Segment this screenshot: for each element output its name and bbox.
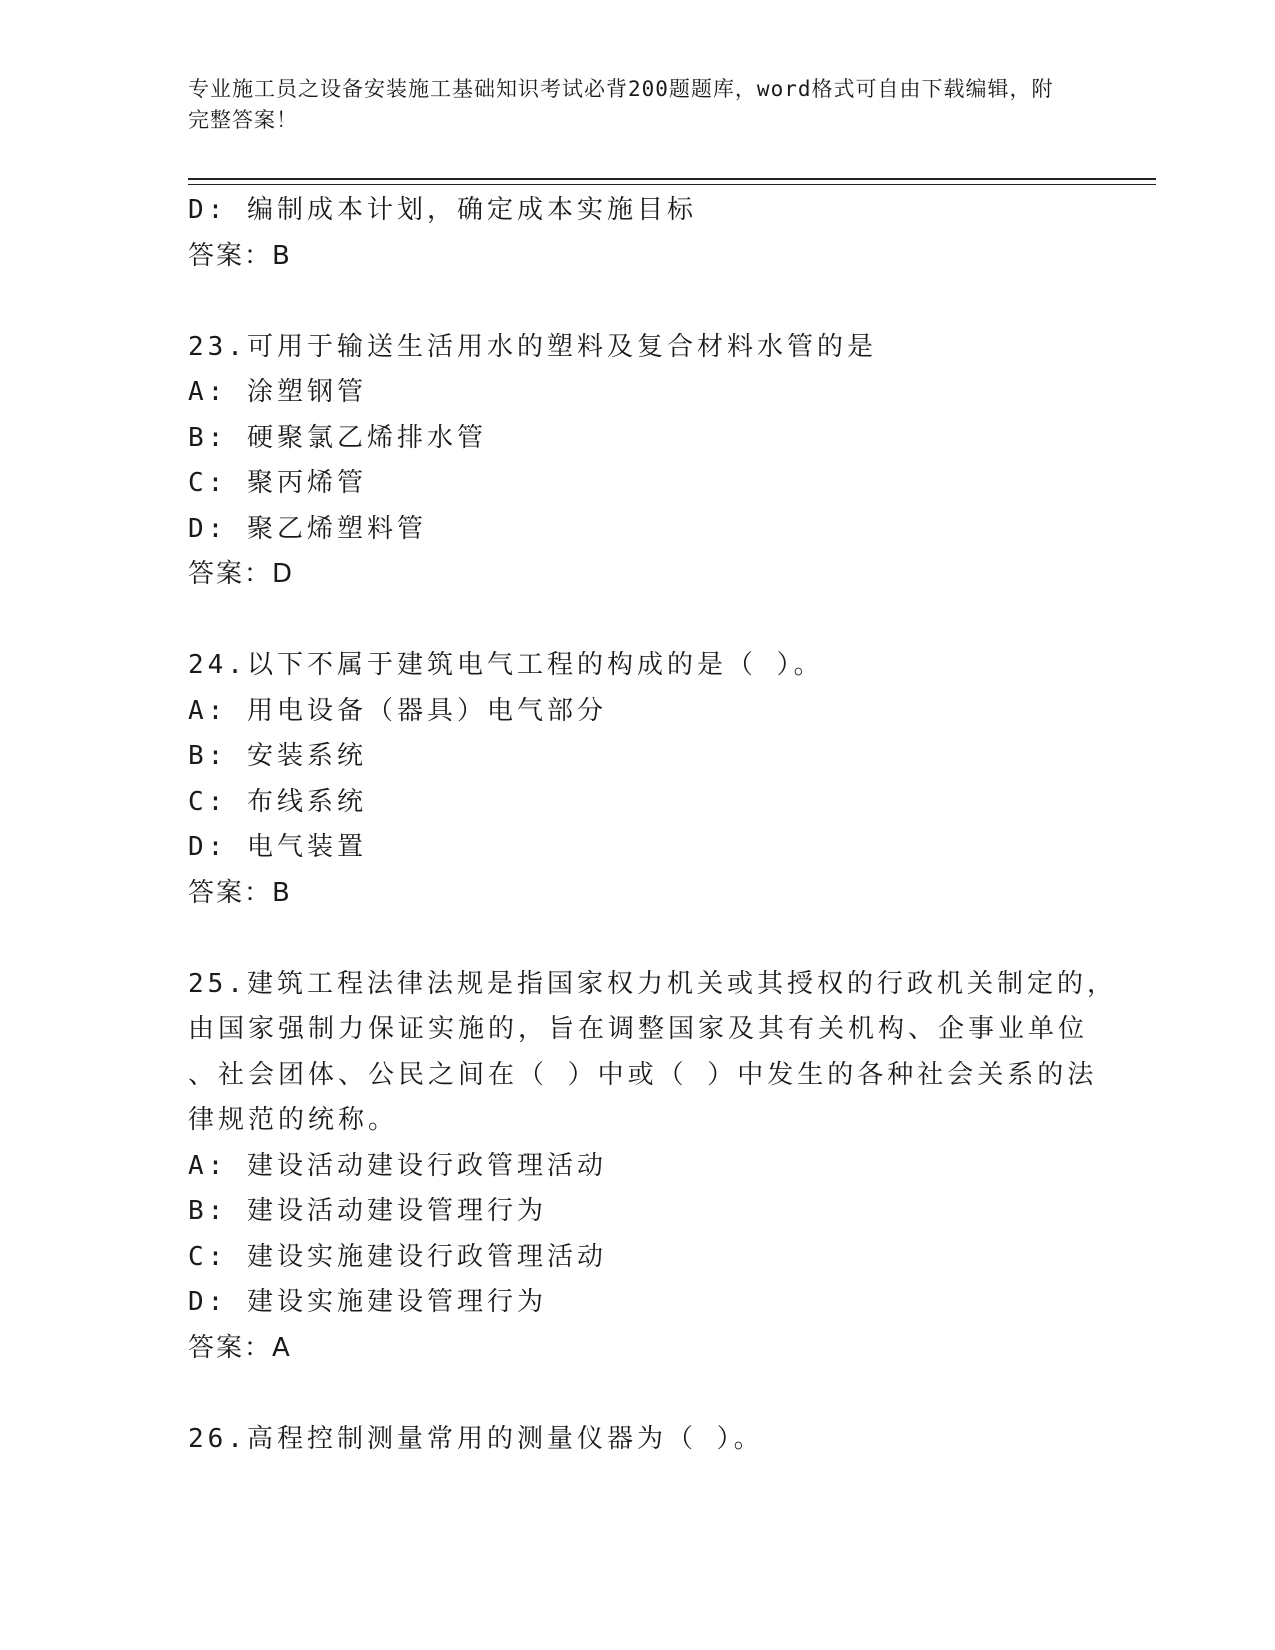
question-26-stem: 26.高程控制测量常用的测量仪器为（ ）。 xyxy=(188,1423,764,1454)
spacer xyxy=(188,279,1088,325)
question-25-option-a: A: 建设活动建设行政管理活动 xyxy=(188,1150,607,1181)
question-24-option-b: B: 安装系统 xyxy=(188,741,367,771)
question-23-answer: 答案：D xyxy=(188,559,295,589)
prev-answer: 答案：B xyxy=(188,240,292,271)
question-25-stem-line-2: 由国家强制力保证实施的，旨在调整国家及其有关机构、企事业单位 xyxy=(188,1014,1089,1044)
spacer xyxy=(188,1371,1088,1417)
question-23-option-c: C: 聚丙烯管 xyxy=(188,468,367,498)
question-25-option-d: D: 建设实施建设管理行为 xyxy=(188,1287,547,1317)
question-24-option-c: C: 布线系统 xyxy=(188,786,367,817)
question-25-stem-line-3: 、社会团体、公民之间在（ ）中或（ ）中发生的各种社会关系的法 xyxy=(188,1059,1098,1090)
question-25-stem-line-4: 律规范的统称。 xyxy=(188,1105,399,1135)
spacer xyxy=(188,598,1088,644)
question-25-stem-line-1: 25.建筑工程法律法规是指国家权力机关或其授权的行政机关制定的， xyxy=(188,968,1117,999)
question-25-answer: 答案：A xyxy=(188,1332,292,1363)
question-24-option-a: A: 用电设备（器具）电气部分 xyxy=(188,695,607,726)
question-24-option-d: D: 电气装置 xyxy=(188,832,367,862)
question-23-option-a: A: 涂塑钢管 xyxy=(188,377,367,407)
header-divider-thick xyxy=(188,178,1156,180)
question-24-answer: 答案：B xyxy=(188,877,292,908)
question-25-option-b: B: 建设活动建设管理行为 xyxy=(188,1196,547,1226)
question-23-stem: 23.可用于输送生活用水的塑料及复合材料水管的是 xyxy=(188,331,877,362)
spacer xyxy=(188,916,1088,962)
question-24-stem: 24.以下不属于建筑电气工程的构成的是（ ）。 xyxy=(188,650,824,680)
question-25-option-c: C: 建设实施建设行政管理活动 xyxy=(188,1241,607,1272)
document-header-title: 专业施工员之设备安装施工基础知识考试必背200题题库，word格式可自由下载编辑，附完整答案！ xyxy=(188,77,1054,132)
question-23-option-b: B: 硬聚氯乙烯排水管 xyxy=(188,422,487,453)
prev-option-d: D: 编制成本计划，确定成本实施目标 xyxy=(188,195,697,225)
header-divider-thin xyxy=(188,184,1156,185)
question-content xyxy=(188,188,1117,1462)
question-23-option-d: D: 聚乙烯塑料管 xyxy=(188,513,427,544)
